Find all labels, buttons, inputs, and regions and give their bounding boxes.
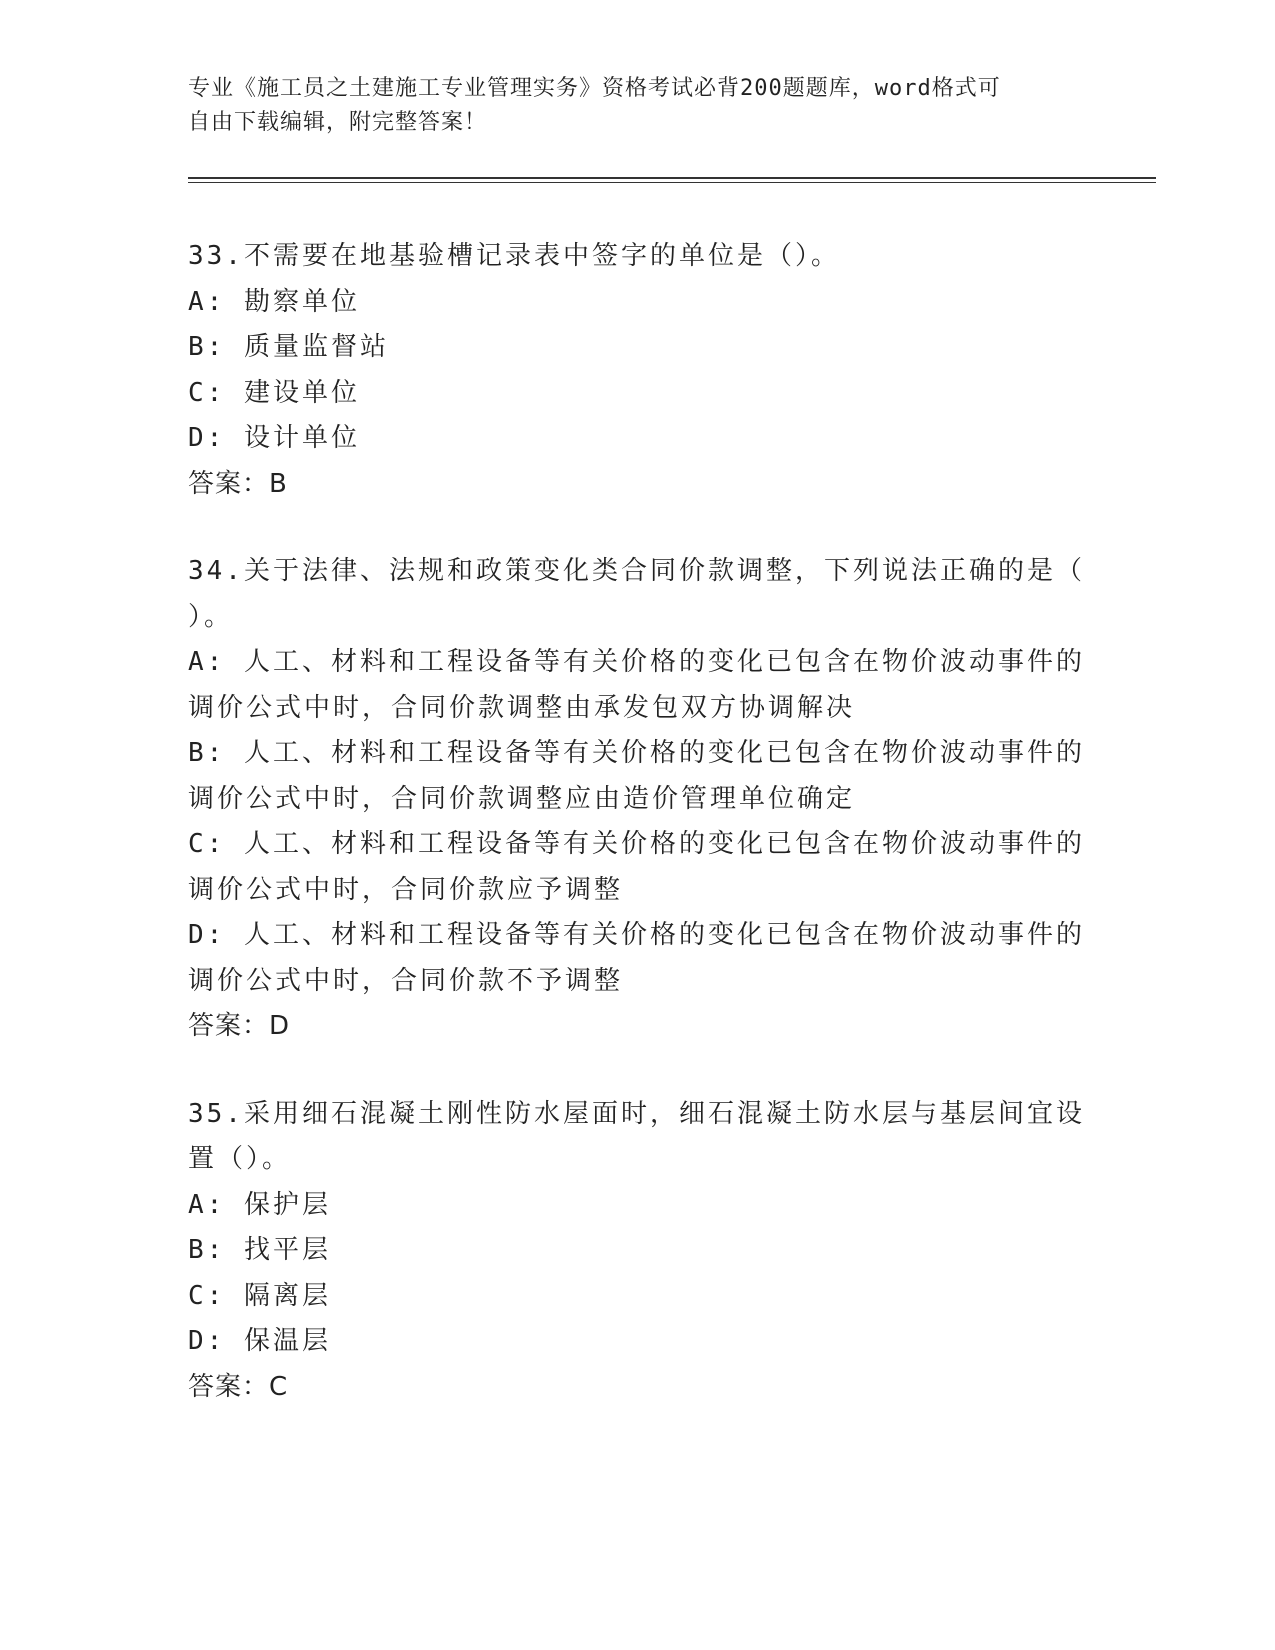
option-d: D: 设计单位	[188, 423, 360, 453]
question-stem-cont: ）。	[188, 601, 234, 632]
option-b: B: 找平层	[188, 1235, 331, 1265]
answer: 答案：D	[188, 1011, 291, 1041]
answer: 答案：C	[188, 1371, 289, 1402]
header-line-1: 专业《施工员之土建施工专业管理实务》资格考试必背200题题库，word格式可	[188, 76, 1001, 101]
question-34	[188, 549, 1088, 1050]
option-a: A: 人工、材料和工程设备等有关价格的变化已包含在物价波动事件的	[188, 647, 1085, 677]
option-d: D: 人工、材料和工程设备等有关价格的变化已包含在物价波动事件的	[188, 920, 1085, 950]
option-a-cont: 调价公式中时，合同价款调整由承发包双方协调解决	[188, 692, 856, 723]
question-stem: 33.不需要在地基验槽记录表中签字的单位是（）。	[188, 241, 840, 271]
answer: 答案：B	[188, 468, 288, 499]
header-line-2: 自由下载编辑，附完整答案！	[188, 110, 488, 135]
question-stem: 35.采用细石混凝土刚性防水屋面时，细石混凝土防水层与基层间宜设	[188, 1098, 1085, 1129]
option-c: C: 隔离层	[188, 1280, 331, 1311]
question-stem: 34.关于法律、法规和政策变化类合同价款调整，下列说法正确的是（	[188, 556, 1085, 586]
question-list	[188, 234, 1088, 1452]
option-c-cont: 调价公式中时，合同价款应予调整	[188, 874, 624, 905]
option-d-cont: 调价公式中时，合同价款不予调整	[188, 965, 624, 996]
option-c: C: 建设单位	[188, 377, 360, 408]
option-a: A: 勘察单位	[188, 286, 360, 317]
option-b: B: 质量监督站	[188, 332, 389, 362]
document-header	[188, 72, 1068, 140]
option-b-cont: 调价公式中时，合同价款调整应由造价管理单位确定	[188, 783, 856, 814]
question-35	[188, 1092, 1088, 1411]
option-c: C: 人工、材料和工程设备等有关价格的变化已包含在物价波动事件的	[188, 829, 1085, 859]
option-d: D: 保温层	[188, 1326, 331, 1356]
question-stem-cont: 置（）。	[188, 1144, 292, 1174]
header-divider-thin	[188, 182, 1156, 183]
header-divider-thick	[188, 177, 1156, 179]
question-33	[188, 234, 1088, 507]
option-a: A: 保护层	[188, 1189, 331, 1220]
option-b: B: 人工、材料和工程设备等有关价格的变化已包含在物价波动事件的	[188, 738, 1085, 768]
